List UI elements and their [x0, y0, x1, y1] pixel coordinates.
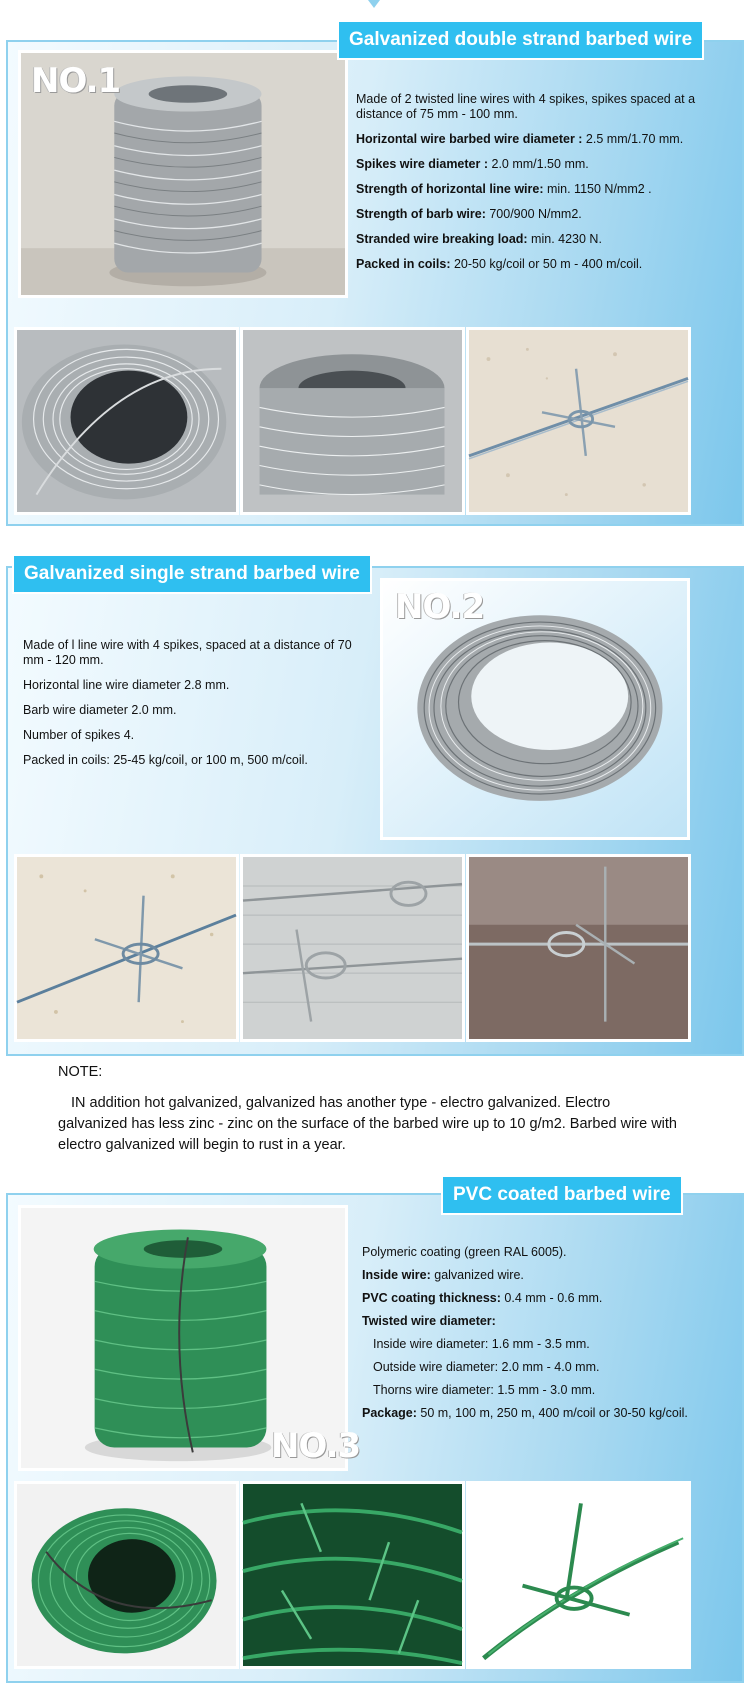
main-photo-pvc [18, 1205, 361, 1471]
section-pvc-coated [6, 1184, 744, 1683]
thumb-barb-dark [466, 854, 691, 1042]
spec-item: Twisted wire diameter: [362, 1314, 496, 1328]
spec-subitem: Thorns wire diameter: 1.5 mm - 3.0 mm. [373, 1383, 596, 1397]
spec-item: Inside wire: galvanized wire. [362, 1268, 524, 1282]
section-single-strand [6, 563, 744, 1056]
intro-text: Polymeric coating (green RAL 6005). [362, 1245, 567, 1259]
intro-text: Made of l line wire with 4 spikes, spaced at a distance of 70 mm - 120 mm. [23, 638, 352, 667]
spec-item: Strength of barb wire: 700/900 N/mm2. [356, 207, 582, 221]
spec-item: Horizontal wire barbed wire diameter : 2.5 mm/1.70 mm. [356, 132, 684, 146]
thumb-pvc-barb [466, 1481, 691, 1669]
thumb-barb-floor [14, 854, 239, 1042]
note-body: IN addition hot galvanized, galvanized has another type - electro galvanized. Electro galvanized has less zinc - zinc on the surface of the barbed wire up to 10 g/m2. Barbed wire with electro galvanized will begin to rust in a year. [58, 1095, 677, 1153]
spec-item: Stranded wire breaking load: min. 4230 N. [356, 232, 602, 246]
spec-item: Horizontal line wire diameter 2.8 mm. [23, 678, 230, 692]
spec-list [362, 1245, 732, 1431]
spec-item: Packed in coils: 25-45 kg/coil, or 100 m, 500 m/coil. [23, 753, 308, 767]
section-double-strand [6, 29, 744, 526]
section-title: Galvanized single strand barbed wire [12, 554, 372, 594]
note-block [58, 1062, 678, 1156]
spec-subitem: Inside wire diameter: 1.6 mm - 3.5 mm. [373, 1337, 590, 1351]
spec-item: Number of spikes 4. [23, 728, 135, 742]
spec-item: Barb wire diameter 2.0 mm. [23, 703, 177, 717]
number-label: NO.2 [395, 587, 485, 627]
spec-list [23, 638, 353, 778]
thumb-coil-side [240, 327, 465, 515]
spec-item: Spikes wire diameter : 2.0 mm/1.50 mm. [356, 157, 589, 171]
spec-item: Packed in coils: 20-50 kg/coil or 50 m - 400 m/coil. [356, 257, 643, 271]
intro-text: Made of 2 twisted line wires with 4 spikes, spikes spaced at a distance of 75 mm - 100 mm. [356, 92, 696, 121]
thumb-barb-rolls [240, 854, 465, 1042]
section-title: Galvanized double strand barbed wire [337, 20, 704, 60]
main-photo-double-strand [18, 50, 348, 298]
top-arrow-icon [368, 0, 380, 8]
note-title: NOTE: [58, 1064, 103, 1080]
spec-subitem: Outside wire diameter: 2.0 mm - 4.0 mm. [373, 1360, 600, 1374]
thumb-pvc-closeup [240, 1481, 465, 1669]
spec-list [356, 92, 696, 282]
main-photo-single-strand [380, 578, 690, 840]
thumb-barb-closeup [466, 327, 691, 515]
section-title: PVC coated barbed wire [441, 1175, 683, 1215]
thumb-pvc-coil [14, 1481, 239, 1669]
spec-item: Package: 50 m, 100 m, 250 m, 400 m/coil or 30-50 kg/coil. [362, 1406, 688, 1420]
spec-item: PVC coating thickness: 0.4 mm - 0.6 mm. [362, 1291, 603, 1305]
number-label: NO.1 [31, 61, 121, 101]
spec-item: Strength of horizontal line wire: min. 1150 N/mm2 . [356, 182, 652, 196]
number-label: NO.3 [271, 1426, 361, 1466]
thumb-coil-top [14, 327, 239, 515]
